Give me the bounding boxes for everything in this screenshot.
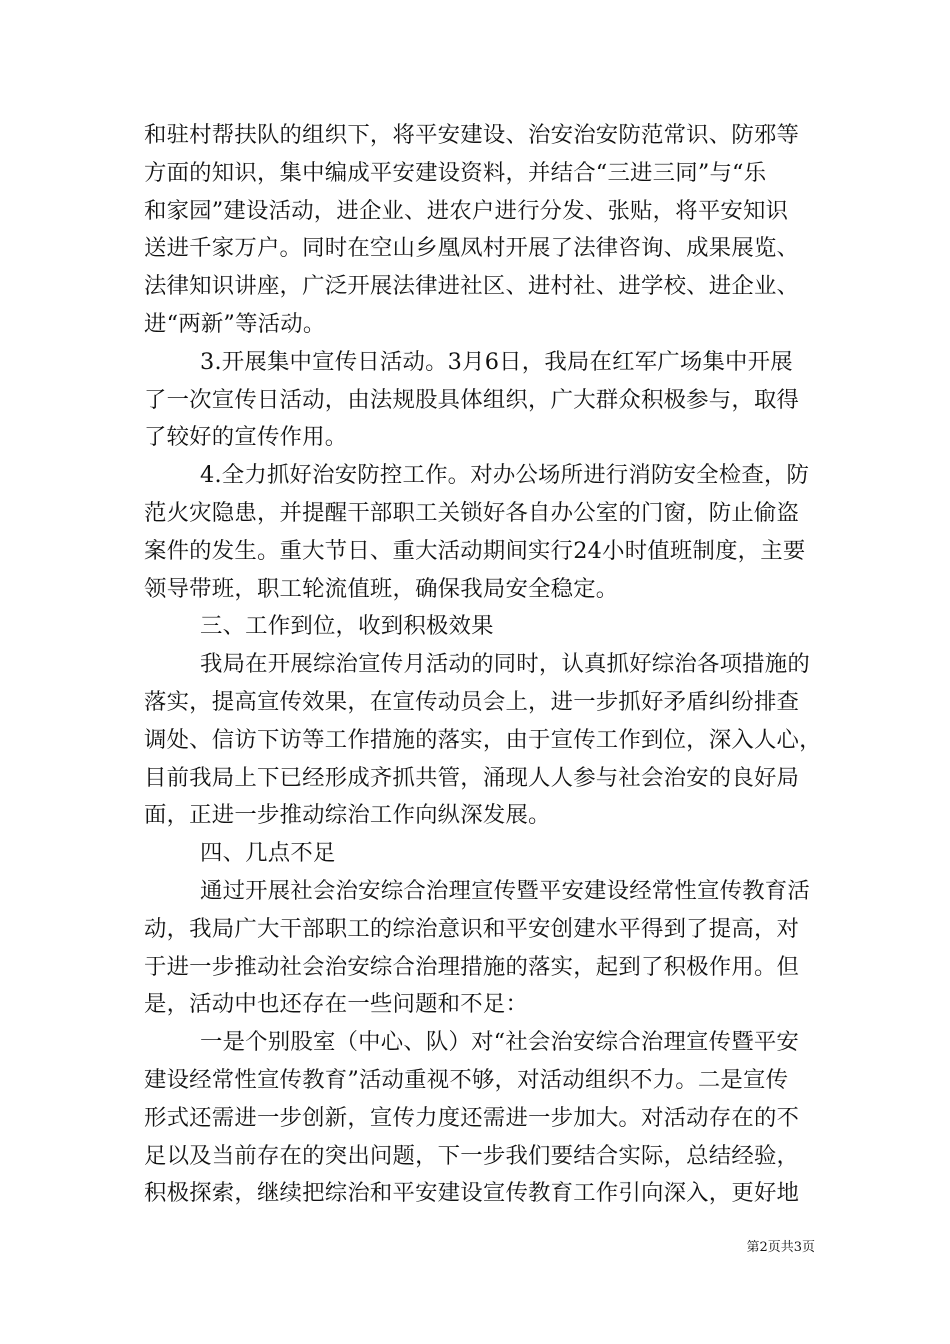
text-line: 送进千家万户。同时在空山乡凰凤村开展了法律咨询、成果展览、 bbox=[144, 235, 800, 262]
text-line: 目前我局上下已经形成齐抓共管，涌现人人参与社会治安的良好局 bbox=[144, 764, 800, 791]
text-line: 建设经常性宣传教育”活动重视不够，对活动组织不力。二是宣传 bbox=[144, 1066, 789, 1093]
text-line: 领导带班，职工轮流值班，确保我局安全稳定。 bbox=[144, 575, 619, 602]
text-line: 是，活动中也还存在一些问题和不足： bbox=[144, 991, 529, 1018]
section-heading-4: 四、几点不足 bbox=[200, 840, 336, 867]
text-line: 动，我局广大干部职工的综治意识和平安创建水平得到了提高，对 bbox=[144, 915, 800, 942]
text-line: 调处、信访下访等工作措施的落实，由于宣传工作到位，深入人心， bbox=[144, 726, 822, 753]
page-number: 第2页共3页 bbox=[746, 1240, 815, 1255]
text-line: 方面的知识，集中编成平安建设资料，并结合“三进三同”与“乐 bbox=[144, 159, 767, 186]
text-line: 范火灾隐患，并提醒干部职工关锁好各自办公室的门窗，防止偷盗 bbox=[144, 499, 800, 526]
text-line: 落实，提高宣传效果，在宣传动员会上，进一步抓好矛盾纠纷排查 bbox=[144, 688, 800, 715]
text-line: 了一次宣传日活动，由法规股具体组织，广大群众积极参与，取得 bbox=[144, 386, 800, 413]
text-line: 面，正进一步推动综治工作向纵深发展。 bbox=[144, 802, 551, 829]
paragraph-item-4-heading: 4.全力抓好治安防控工作。对办公场所进行消防安全检查，防 bbox=[200, 462, 810, 489]
text-line: 一是个别股室（中心、队）对“社会治安综合治理宣传暨平安 bbox=[200, 1029, 800, 1056]
text-line: 案件的发生。重大节日、重大活动期间实行24小时值班制度，主要 bbox=[144, 537, 806, 564]
paragraph-item-3-heading: 3.开展集中宣传日活动。3月6日，我局在红军广场集中开展 bbox=[200, 348, 793, 375]
text-line: 法律知识讲座，广泛开展法律进社区、进村社、进学校、进企业、 bbox=[144, 273, 800, 300]
text-line: 了较好的宣传作用。 bbox=[144, 424, 348, 451]
text-line: 于进一步推动社会治安综合治理措施的落实，起到了积极作用。但 bbox=[144, 953, 800, 980]
text-line: 通过开展社会治安综合治理宣传暨平安建设经常性宣传教育活 bbox=[200, 877, 810, 904]
text-line: 足以及当前存在的突出问题，下一步我们要结合实际，总结经验， bbox=[144, 1142, 800, 1169]
text-line: 进“两新”等活动。 bbox=[144, 310, 326, 337]
text-line: 和家园”建设活动，进企业、进农户进行分发、张贴，将平安知识 bbox=[144, 197, 789, 224]
text-line: 我局在开展综治宣传月活动的同时，认真抓好综治各项措施的 bbox=[200, 651, 810, 678]
text-line: 和驻村帮扶队的组织下，将平安建设、治安治安防范常识、防邪等 bbox=[144, 122, 800, 148]
section-heading-3: 三、工作到位，收到积极效果 bbox=[200, 613, 494, 640]
body-text bbox=[144, 117, 822, 1213]
text-line: 积极探索，继续把综治和平安建设宣传教育工作引向深入，更好地 bbox=[144, 1180, 800, 1207]
text-line: 形式还需进一步创新，宣传力度还需进一步加大。对活动存在的不 bbox=[144, 1104, 800, 1131]
